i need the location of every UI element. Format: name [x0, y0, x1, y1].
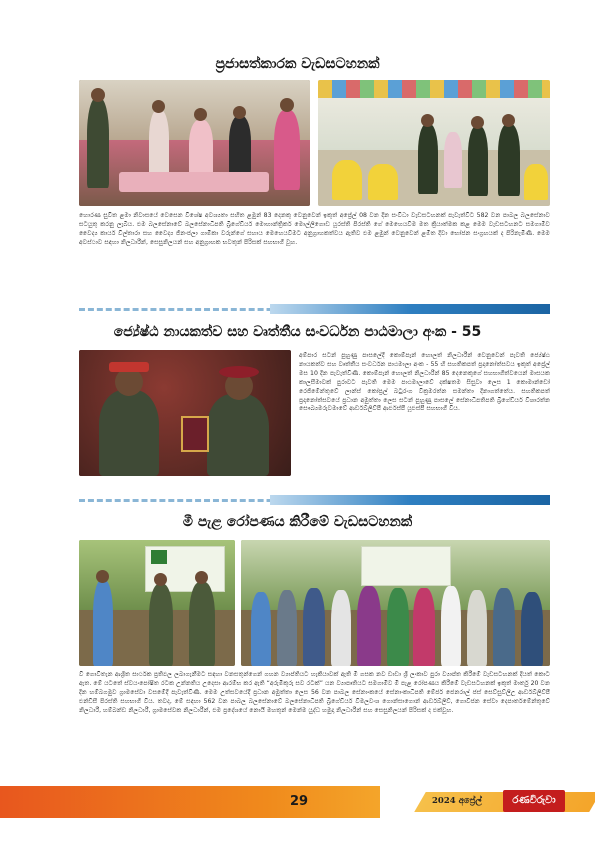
tree-planting-handover-photo: [79, 540, 235, 666]
magazine-logo: රණවිරුවා: [503, 790, 565, 812]
tree-planting-group-photo: [241, 540, 550, 666]
section-paragraph-community-program: හොරණ සුවිත ළමා නිවාසයේ වෙසෙන විශේෂ අවශ්‍යතා සහිත ළමුන් 83 දෙනකු වෙනුවෙන් ඉකුත් අප්‍රේල් 08 වන දින සංවිධා වැඩසටහනක් පැවැත්විට 582 වන පාබල බලසේනාව සටයුතු කරනු ලැබීය. එම බලසේනාවේ බලසේනාධිපති බ්‍රිගේඩියර් මොහාන්ත්‍රිකර් මොල්ලිගොඩ යූරස්ති පිරස්ති ගේ මෙහෙයවීම මත ක්‍රියාත්මක කළ මෙම වැඩසටහනට සමගාමීව වෛද්‍ය කාර්ය විල්තාරා සහ වෛද්‍ය ජිනංජලා ගාමිකා වරුන්ගේ සහාය මෙහෙයවීමට අනුග්‍රාහකත්වය ඇතිව එම ළමුන් වෙනුවෙන් ළමිත දිවා භෝජන සංග්‍රහයක් ද පිරිනැමිණි. මෙම අවස්ථාව සඳහා නිලධාරීන්, සෙසුනිලයන් සහ අනුග්‍රාහක භවතුන් පිරිසක් සහභාගී වූහ.: [79, 212, 550, 246]
section-title-leadership-course: ජ්‍යේෂ්ඨ නායකත්ව සහ වෘත්තීය සංවර්ධන පාඨමාලා අංක - 55: [113, 324, 482, 340]
section-divider-accent: [270, 304, 550, 314]
section-paragraph-leadership-course: අම්පාර සටන් පුහුණු පාසලේදී කොම්පෑන් හොලත් නිලධාරීන් වෙනුවෙන් පැවති ජ්‍යේෂ්ඨ නායකත්ව සහ වෘත්තීය සංවර්ධන පාඨමාලා අංක - 55 හි සහතිකපත් ප්‍රදානෝත්සවය ඉකුත් අප්‍රේල් මස 10 දින පැවැත්විණි. කොම්පෑන් හොලත් නිලධාරීන් 85 දෙනෙකුගේ සහභාගීත්වයෙන් මාසයක කාලසීමාවක් පුරාවට පැවති මෙම පාඨමාලාවේ දක්ෂතම සිසුවා ලෙස 1 කොමාන්ඩෝ රෙජිමේන්තුවේ ලාන්ස් කෝප්‍රල් බටුරංග වික්‍රමරත්න සමන්තා දිනාගත්තේය. සහතිකපත් ප්‍රදානෝත්සවයේ ප්‍රධාන අමුත්තා ලෙස සටන් පුහුණු පාසලේ සේනාධිපතිපති බ්‍රිගේඩියර් විශාරත්න සෞඛ්‍යමරුවමාවේ ආර්ඩබ්ලිව්පී ආර්එස්පී යූඑස්පී සහභාගී විය.: [299, 352, 550, 413]
page-number: 29: [290, 794, 309, 809]
section-paragraph-tree-planting: වී ගොවිතැන ආශ්‍රිත සාර්ථක ප්‍රතිඵල ලබාගැනීමට සඳහා වනසතුන්ගෙන් ගහන ව්‍යාප්තියට හැකියාවක් ඇති මී ගසක නව ඩාඩා ශ්‍රී ලංකාව පුරා ව්‍යාප්ත කිරීමේ වැඩසටහනක් දියත් කොට ඇත. මේ යටතේ ස්වයංපෝෂිත රටක උන්නතිය උදෙසා ආරම්භ කර ඇති “අරුමිකුරු සව රටක්” යන ව්‍යාපෘතියට සමගාමීව මී පැළ රෝපණය කිරීමේ වැඩසටහනක් ඉකුත් මාර්තු 20 වන දින හම්බගමුව ග්‍රාමසේවා වසමේදී පැවැත්විණි. මෙම උත්සවයේදී ප්‍රධාන අමුත්තා ලෙස 56 වන පාබල සේනාංකයේ සේනාංකාධිපති මේජර් ජෙනරාල් ජස් සෙව්සුව්ලිඋ ආර්ඩබ්ලිව්පී එන්ඩීසී පිරස්ති සහභාගී විය. තවද, මේ සඳහා 562 වන පාබල බලසේනාවේ බලසේනාධිපති බ්‍රිගේඩියර් විමලවංශ ගොන්සාගොන් ආර්ඩබ්ලිව්, ගොවිජන සේවා දෙපාර්තමේන්තුවේ නිලධාරී, හම්බන්ඩ නිලධාරී, ග්‍රාමසේවක නිලධාරීන්, එම ප්‍රදේශයේ නොයි මහතුන් මෙන්ම යුද්ධ හමුදා නිලධාරීන් සහ සෙසුනිලයන් පිරිසක් ද එක්වූහ.: [79, 671, 550, 714]
footer-accent-left: [0, 786, 380, 818]
section-title-community-program: ප්‍රජාසත්කාරක වැඩසටහනක්: [215, 56, 380, 72]
section-title-tree-planting: මී පැළ රෝපණය කිරීමේ වැඩසටහනක්: [182, 514, 413, 530]
children-dining-photo: [79, 80, 310, 206]
section-divider-accent: [270, 495, 550, 505]
issue-date: 2024 අප්‍රේල්: [432, 796, 482, 806]
certificate-award-photo: [79, 350, 291, 476]
classroom-group-photo: [318, 80, 550, 206]
